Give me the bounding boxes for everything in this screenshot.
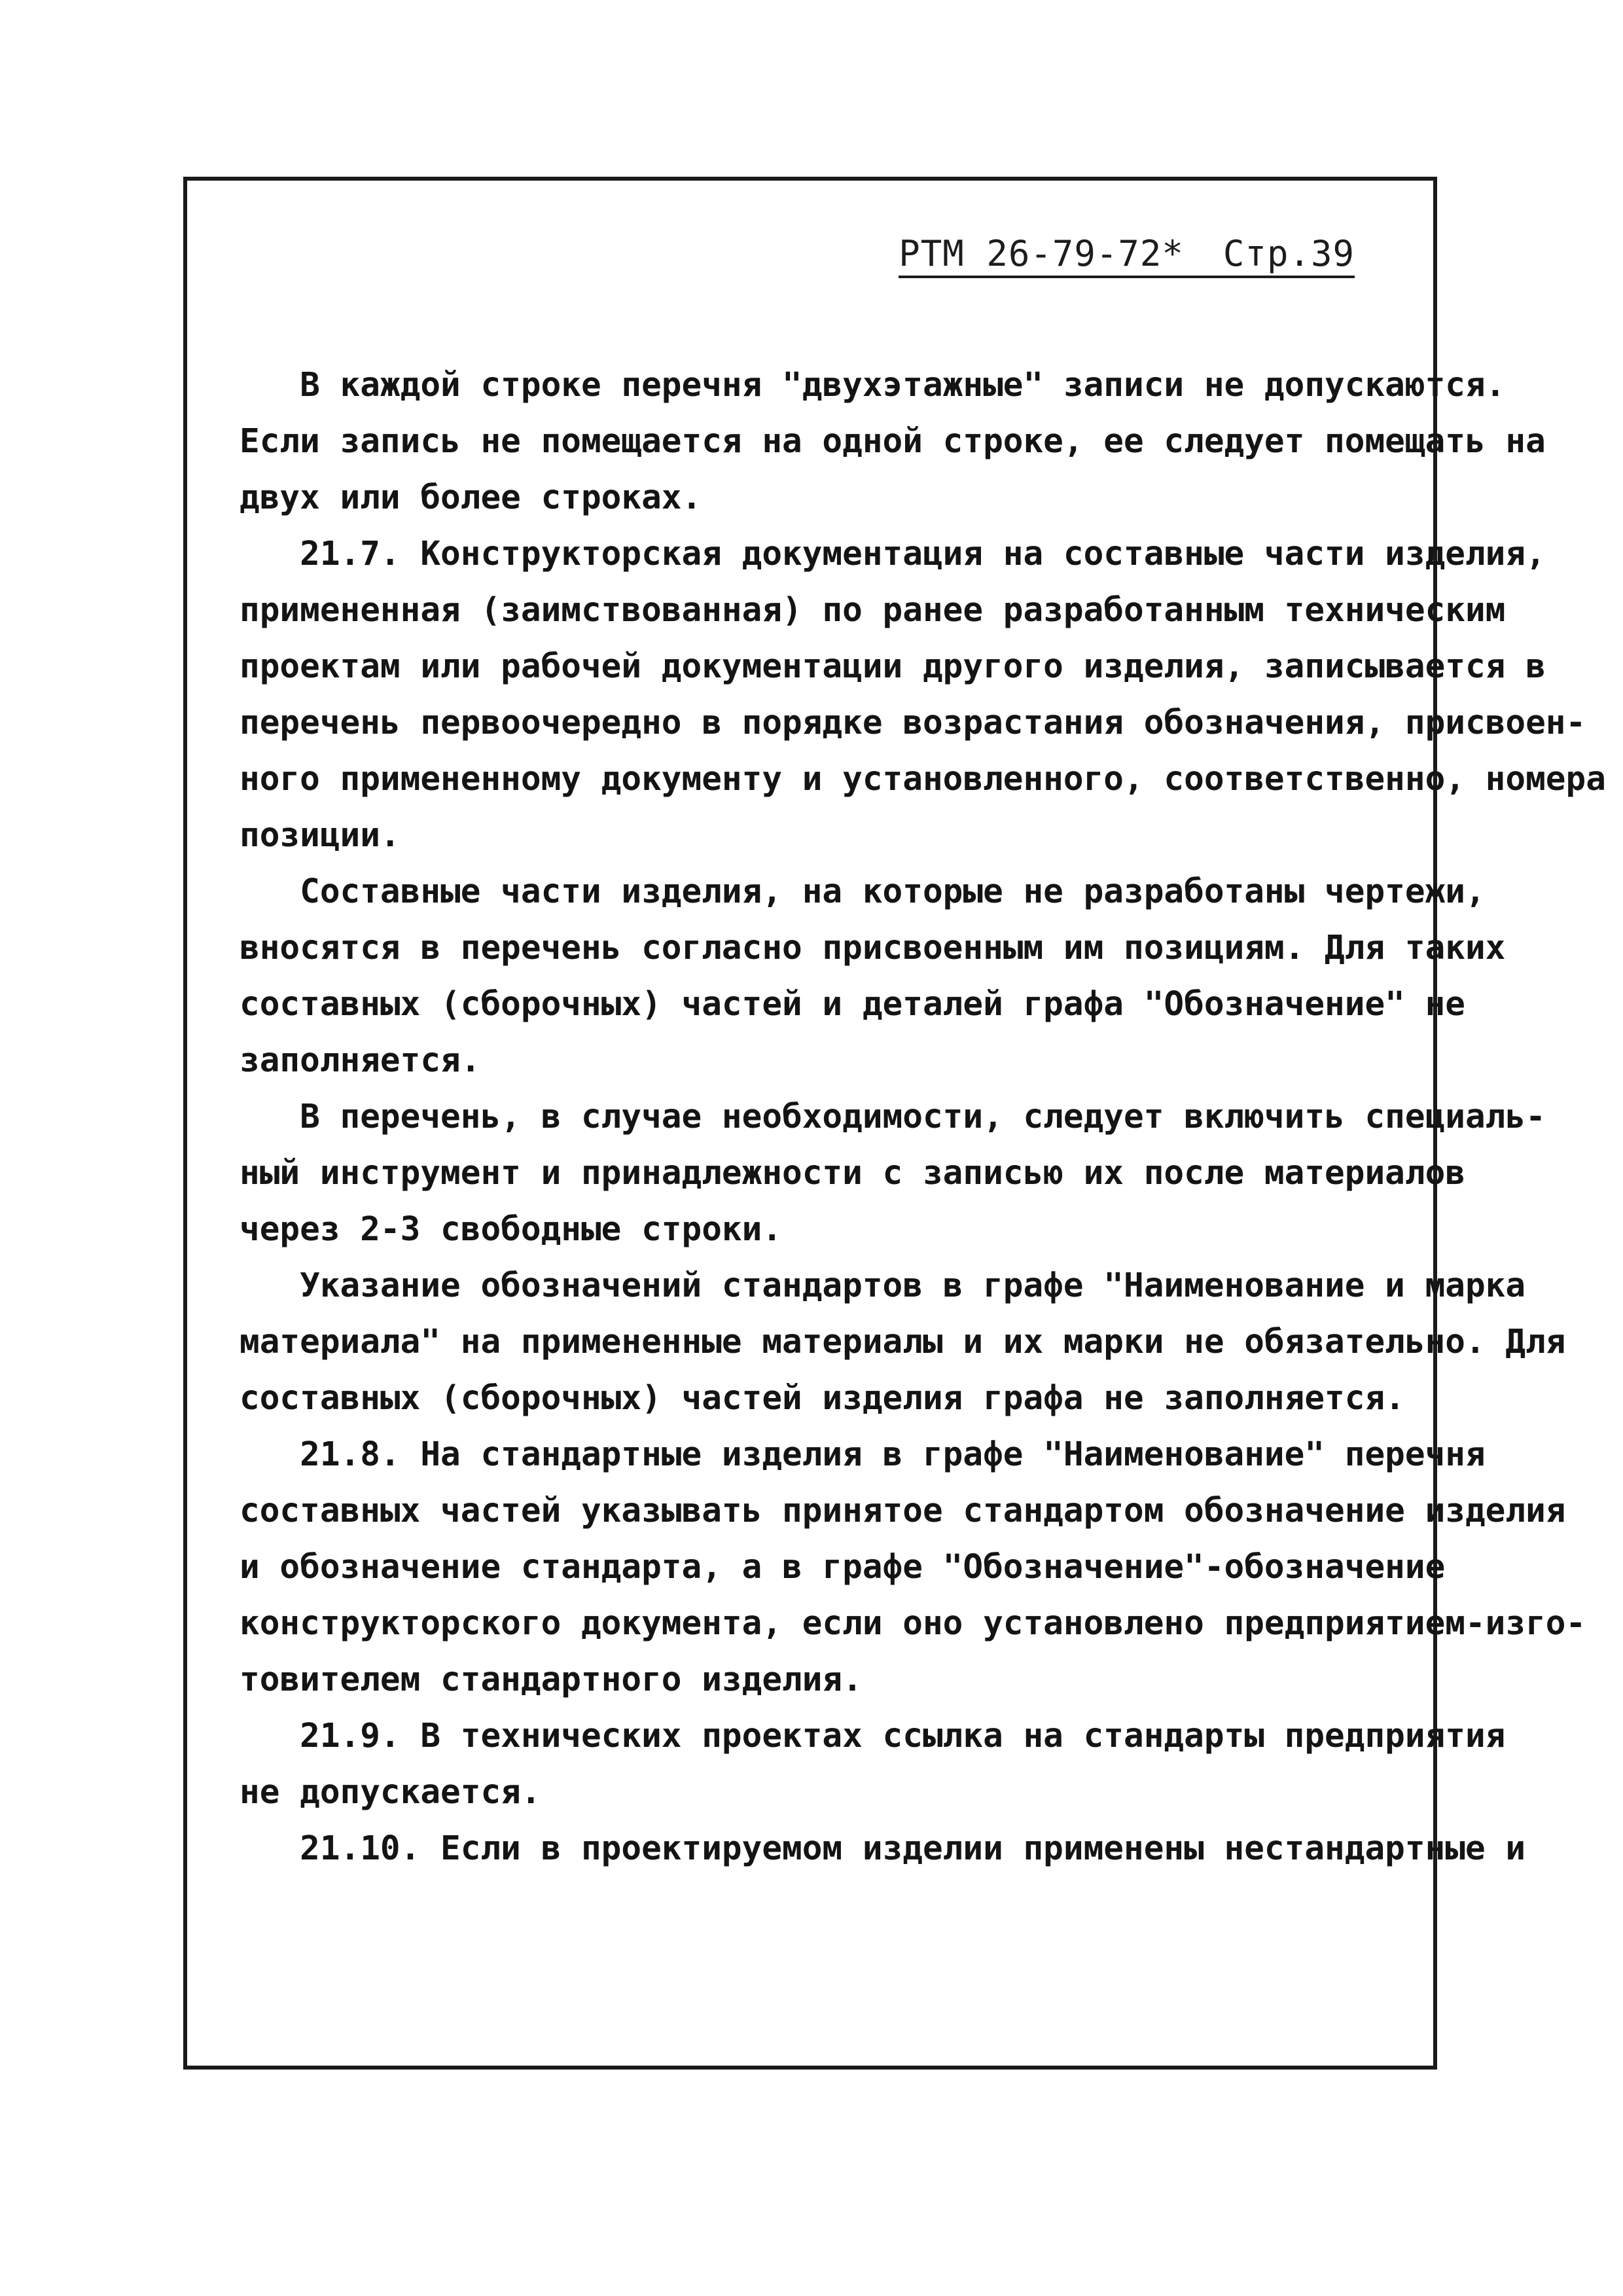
text-line: примененная (заимствованная) по ранее разработанным техническим bbox=[240, 591, 1506, 630]
text-line: материала" на примененные материалы и их марки не обязательно. Для bbox=[240, 1323, 1566, 1361]
text-line: ного примененному документу и установленного, соответственно, номера bbox=[240, 760, 1606, 798]
body-text bbox=[240, 357, 1606, 1877]
text-line: проектам или рабочей документации другого изделия, записывается в bbox=[240, 647, 1546, 686]
text-line: не допускается. bbox=[240, 1773, 541, 1812]
text-line: перечень первоочередно в порядке возрастания обозначения, присвоен- bbox=[240, 704, 1586, 742]
text-line: 21.7. Конструкторская документация на составные части изделия, bbox=[240, 535, 1546, 573]
text-line: и обозначение стандарта, а в графе "Обозначение"-обозначение bbox=[240, 1548, 1446, 1587]
text-line: составных частей указывать принятое стандартом обозначение изделия bbox=[240, 1492, 1566, 1530]
text-line: Указание обозначений стандартов в графе "Наименование и марка bbox=[240, 1266, 1526, 1305]
text-line: заполняется. bbox=[240, 1041, 481, 1080]
document-code: РТМ 26-79-72* bbox=[899, 233, 1184, 274]
text-line: позиции. bbox=[240, 816, 401, 855]
text-line: составных (сборочных) частей и деталей графа "Обозначение" не bbox=[240, 985, 1465, 1024]
text-line: конструкторского документа, если оно установлено предприятием-изго- bbox=[240, 1604, 1586, 1643]
text-line: ный инструмент и принадлежности с записью их после материалов bbox=[240, 1154, 1465, 1193]
text-line: Составные части изделия, на которые не разработаны чертежи, bbox=[240, 872, 1486, 911]
text-line: Если запись не помещается на одной строке, ее следует помещать на bbox=[240, 422, 1546, 461]
text-line: 21.10. Если в проектируемом изделии применены нестандартные и bbox=[240, 1829, 1526, 1868]
text-line: двух или более строках. bbox=[240, 478, 702, 517]
text-line: вносятся в перечень согласно присвоенным им позициям. Для таких bbox=[240, 929, 1506, 967]
page-header bbox=[899, 233, 1355, 278]
text-line: составных (сборочных) частей изделия графа не заполняется. bbox=[240, 1379, 1405, 1418]
text-line: 21.8. На стандартные изделия в графе "Наименование" перечня bbox=[240, 1435, 1486, 1474]
text-line: через 2-3 свободные строки. bbox=[240, 1210, 783, 1249]
text-line: В перечень, в случае необходимости, следует включить специаль- bbox=[240, 1098, 1546, 1136]
text-line: 21.9. В технических проектах ссылка на стандарты предприятия bbox=[240, 1717, 1506, 1755]
text-line: В каждой строке перечня "двухэтажные" записи не допускаются. bbox=[240, 366, 1506, 404]
text-line: товителем стандартного изделия. bbox=[240, 1660, 863, 1699]
page-number: Стр.39 bbox=[1222, 233, 1355, 274]
page-frame bbox=[183, 177, 1606, 2070]
